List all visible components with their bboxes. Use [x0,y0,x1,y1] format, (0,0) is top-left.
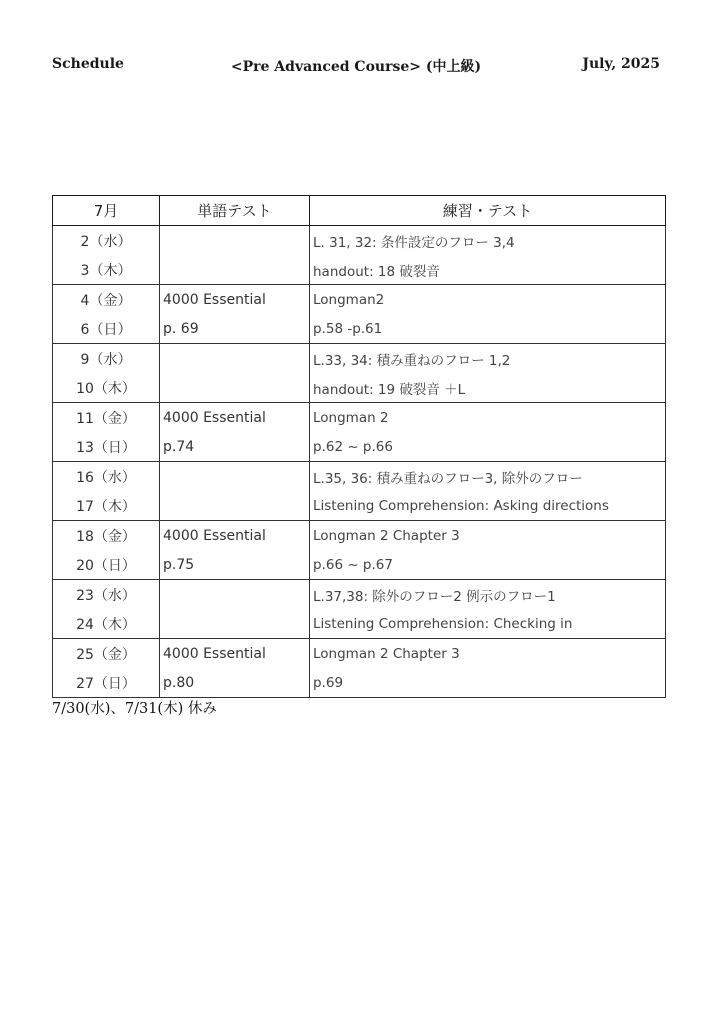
practice-cell: p.66 ~ p.67 [310,550,666,580]
practice-cell: L. 31, 32: 条件設定のフロー 3,4 [310,226,666,256]
practice-cell: Longman2 [310,285,666,315]
date-cell: 18（金） [53,521,160,551]
table-row [53,668,666,698]
table-row [53,285,666,315]
table-row [53,226,666,256]
vocab-test-cell: p.80 [160,668,310,698]
date-cell: 17（木） [53,491,160,521]
practice-cell: L.35, 36: 積み重ねのフロー3, 除外のフロー [310,462,666,492]
table-row [53,580,666,610]
course-title: <Pre Advanced Course> (中上級) [230,59,482,75]
column-header-practice: 練習・テスト [310,196,666,226]
table-row [53,639,666,669]
practice-cell: Listening Comprehension: Asking directions [310,491,666,521]
practice-cell: Longman 2 [310,403,666,433]
practice-cell: Longman 2 Chapter 3 [310,521,666,551]
practice-cell: Listening Comprehension: Checking in [310,609,666,639]
date-cell: 10（木） [53,373,160,403]
date-cell: 13（日） [53,432,160,462]
vocab-test-cell: p. 69 [160,314,310,344]
practice-cell: Longman 2 Chapter 3 [310,639,666,669]
document-date: July, 2025 [582,56,660,72]
date-cell: 20（日） [53,550,160,580]
practice-cell: handout: 18 破裂音 [310,255,666,285]
table-row [53,373,666,403]
date-cell: 25（金） [53,639,160,669]
date-cell: 4（金） [53,285,160,315]
practice-cell: p.58 -p.61 [310,314,666,344]
table-row [53,609,666,639]
table-row [53,550,666,580]
vocab-test-cell: 4000 Essential [160,521,310,551]
vocab-test-cell [160,344,310,374]
practice-cell: L.33, 34: 積み重ねのフロー 1,2 [310,344,666,374]
vocab-test-cell [160,226,310,256]
practice-cell: p.69 [310,668,666,698]
date-cell: 16（水） [53,462,160,492]
practice-cell: L.37,38: 除外のフロー2 例示のフロー1 [310,580,666,610]
table-row [53,314,666,344]
practice-cell: handout: 19 破裂音 ＋L [310,373,666,403]
holiday-note: 7/30(水)、7/31(木) 休み [52,701,217,717]
vocab-test-cell [160,580,310,610]
table-row [53,255,666,285]
table-row [53,521,666,551]
date-cell: 11（金） [53,403,160,433]
table-row [53,344,666,374]
document-label: Schedule [52,56,124,72]
table-header-row [53,196,666,226]
column-header-date: 7月 [53,196,160,226]
vocab-test-cell: 4000 Essential [160,639,310,669]
column-header-vocab-test: 単語テスト [160,196,310,226]
vocab-test-cell [160,462,310,492]
table-row [53,403,666,433]
vocab-test-cell [160,491,310,521]
practice-cell: p.62 ~ p.66 [310,432,666,462]
date-cell: 3（木） [53,255,160,285]
date-cell: 9（水） [53,344,160,374]
vocab-test-cell [160,373,310,403]
vocab-test-cell: p.75 [160,550,310,580]
vocab-test-cell: 4000 Essential [160,285,310,315]
date-cell: 27（日） [53,668,160,698]
table-row [53,432,666,462]
page-header [52,56,660,76]
date-cell: 6（日） [53,314,160,344]
date-cell: 2（水） [53,226,160,256]
vocab-test-cell: 4000 Essential [160,403,310,433]
schedule-table [52,195,666,698]
table-row [53,491,666,521]
date-cell: 23（水） [53,580,160,610]
date-cell: 24（木） [53,609,160,639]
vocab-test-cell [160,255,310,285]
table-row [53,462,666,492]
vocab-test-cell: p.74 [160,432,310,462]
vocab-test-cell [160,609,310,639]
